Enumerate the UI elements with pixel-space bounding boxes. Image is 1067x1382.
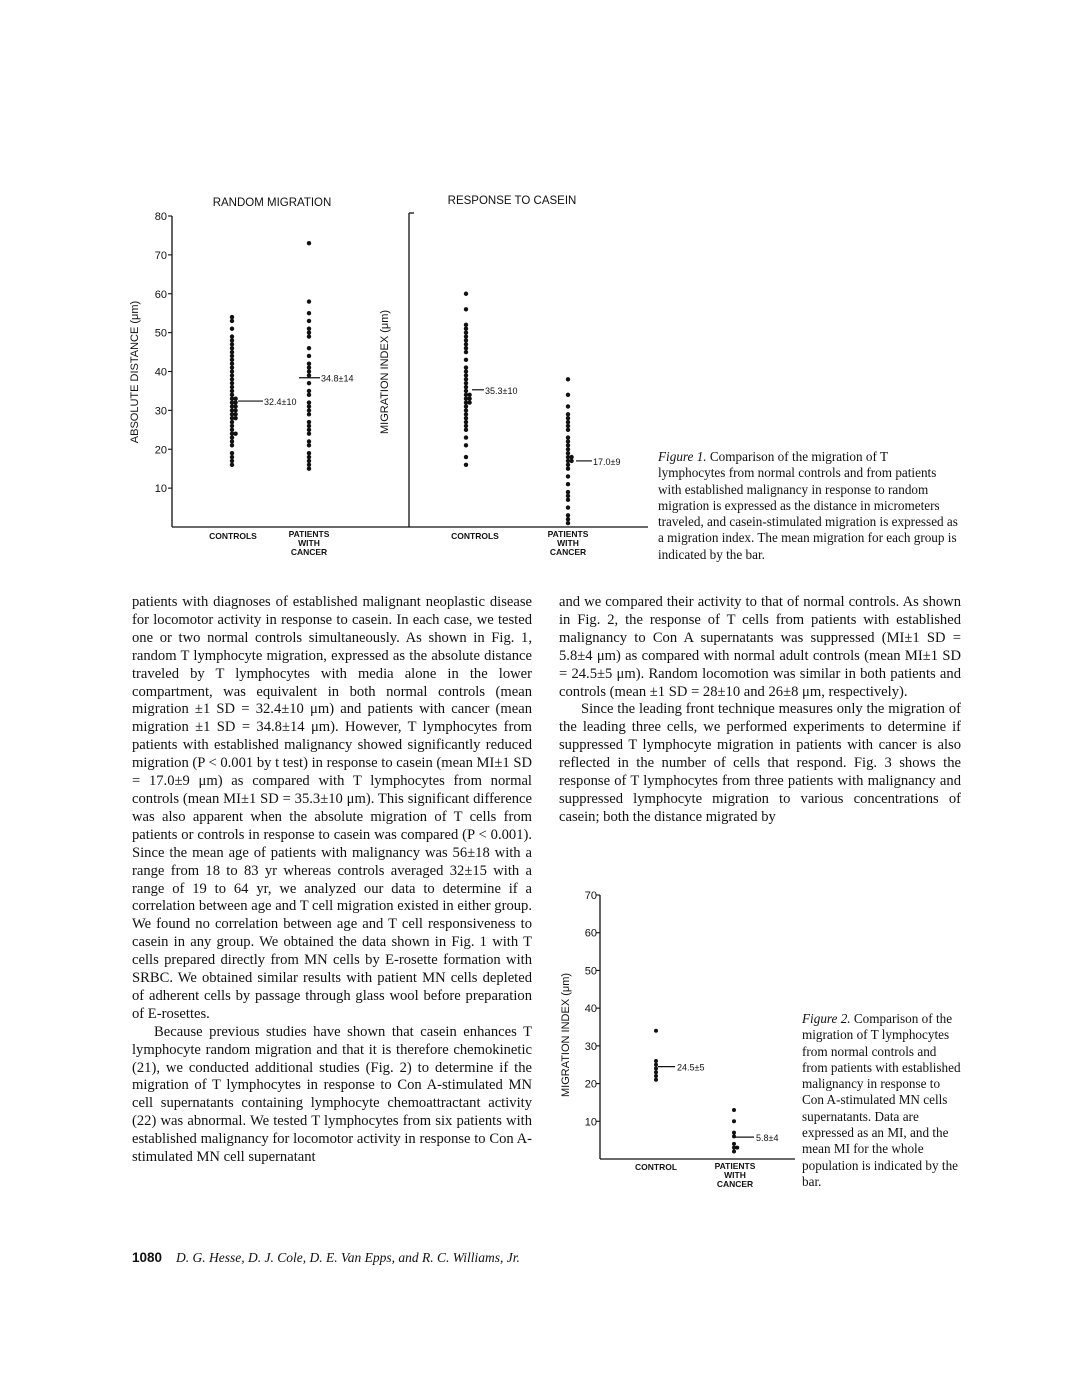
data-point <box>307 432 311 436</box>
y-axis-label-absolute-distance: ABSOLUTE DISTANCE (μm) <box>129 300 141 444</box>
data-point <box>307 389 311 393</box>
figure-2-chart <box>545 880 805 1200</box>
figure-1-caption-text: Comparison of the migration of T lymphocytes from normal controls and from patients with established malignancy in response to random migration is expressed as the distance in micrometers traveled, and casein-stimulated migration is expressed as a migration index. The mean migration for each group is indicated by the bar. <box>658 449 958 562</box>
figure-2-caption-text: Comparison of the migration of T lymphocytes from normal controls and from patients with established malignancy in response to Con A-stimulated MN cells supernatants. Data are expressed as an MI, and the mean MI for the whole population is indicated by the bar. <box>802 1011 961 1189</box>
data-point <box>233 404 237 408</box>
data-point <box>464 338 468 342</box>
data-point <box>233 408 237 412</box>
data-point <box>566 498 570 502</box>
data-point <box>230 354 234 358</box>
category-label: CONTROLS <box>451 531 499 541</box>
data-point <box>566 451 570 455</box>
data-point <box>566 439 570 443</box>
data-point <box>464 327 468 331</box>
data-point <box>307 299 311 303</box>
figure-1-tick-labels <box>155 211 167 495</box>
data-point <box>307 455 311 459</box>
panel-title-random: RANDOM MIGRATION <box>212 197 332 209</box>
category-label: WITH <box>557 538 579 548</box>
figure-1-caption <box>658 449 958 563</box>
y-tick-label: 50 <box>584 965 597 978</box>
category-label: PATIENTS <box>714 1161 756 1171</box>
data-point <box>230 463 234 467</box>
y-tick-label: 30 <box>154 405 167 418</box>
category-label: PATIENTS <box>547 529 589 539</box>
data-point <box>735 1146 739 1150</box>
left-column-text <box>132 594 532 1167</box>
data-point <box>307 327 311 331</box>
data-point <box>307 311 311 315</box>
data-point <box>307 400 311 404</box>
data-point <box>654 1029 658 1033</box>
data-point <box>307 463 311 467</box>
data-point <box>732 1119 736 1123</box>
data-point <box>230 389 234 393</box>
figure-1-categories <box>209 529 589 557</box>
data-point <box>307 241 311 245</box>
data-point <box>233 397 237 401</box>
data-point <box>307 451 311 455</box>
data-point <box>307 373 311 377</box>
data-point <box>732 1131 736 1135</box>
data-point <box>464 346 468 350</box>
data-point <box>464 323 468 327</box>
data-point <box>464 334 468 338</box>
data-point <box>464 416 468 420</box>
data-point <box>233 432 237 436</box>
data-point <box>230 350 234 354</box>
data-point <box>307 334 311 338</box>
data-point <box>566 428 570 432</box>
figure-1-points <box>230 241 574 525</box>
author-line: D. G. Hesse, D. J. Cole, D. E. Van Epps, and R. C. Williams, Jr. <box>176 1250 520 1265</box>
data-point <box>233 416 237 420</box>
data-point <box>566 443 570 447</box>
data-point <box>464 443 468 447</box>
data-point <box>654 1074 658 1078</box>
data-point <box>732 1149 736 1153</box>
mean-label: 24.5±5 <box>677 1062 705 1073</box>
data-point <box>230 334 234 338</box>
data-point <box>464 373 468 377</box>
data-point <box>464 412 468 416</box>
figure-2-caption-label: Figure 2. <box>802 1011 851 1026</box>
data-point <box>732 1134 736 1138</box>
y-axis-label-migration-index: MIGRATION INDEX (μm) <box>379 309 391 435</box>
data-point <box>230 385 234 389</box>
paragraph: Because previous studies have shown that casein enhances T lymphocyte random migration and that it is therefore chemokinetic (21), we conducted additional studies (Fig. 2) to determine if the migration of T lymphocytes in response to Con A-stimulated MN cell supernatants containing lymphocyte chemoattractant activity (22) was abnormal. We tested T lymphocytes from six patients with established malignancy for locomotor activity in response to Con A-stimulated MN cell supernatant <box>132 1023 532 1166</box>
data-point <box>566 416 570 420</box>
category-label: CANCER <box>716 1179 754 1189</box>
mean-label: 17.0±9 <box>593 456 621 467</box>
data-point <box>464 424 468 428</box>
data-point <box>307 428 311 432</box>
page-number: 1080 <box>132 1250 163 1265</box>
data-point <box>233 400 237 404</box>
data-point <box>654 1070 658 1074</box>
data-point <box>307 381 311 385</box>
data-point <box>464 463 468 467</box>
data-point <box>233 412 237 416</box>
data-point <box>464 455 468 459</box>
data-point <box>464 365 468 369</box>
data-point <box>230 327 234 331</box>
data-point <box>230 377 234 381</box>
data-point <box>566 447 570 451</box>
data-point <box>230 369 234 373</box>
data-point <box>464 381 468 385</box>
y-tick-label: 30 <box>584 1040 597 1053</box>
category-label: CANCER <box>290 547 328 557</box>
y-tick-label: 70 <box>584 890 597 902</box>
data-point <box>230 424 234 428</box>
data-point <box>307 424 311 428</box>
y-tick-label: 10 <box>154 483 167 496</box>
data-point <box>230 315 234 319</box>
data-point <box>464 292 468 296</box>
y-tick-label: 80 <box>154 211 167 223</box>
data-point <box>307 346 311 350</box>
data-point <box>230 381 234 385</box>
y-axis-label-migration-index-fig2: MIGRATION INDEX (μm) <box>560 972 572 1098</box>
data-point <box>307 369 311 373</box>
data-point <box>464 307 468 311</box>
data-point <box>230 342 234 346</box>
data-point <box>566 412 570 416</box>
data-point <box>566 377 570 381</box>
data-point <box>566 517 570 521</box>
data-point <box>230 393 234 397</box>
data-point <box>307 354 311 358</box>
mean-label: 34.8±14 <box>321 373 354 384</box>
data-point <box>464 350 468 354</box>
data-point <box>569 455 573 459</box>
category-label: WITH <box>724 1170 746 1180</box>
category-label: CONTROL <box>634 1162 678 1172</box>
data-point <box>230 439 234 443</box>
data-point <box>467 397 471 401</box>
data-point <box>307 365 311 369</box>
data-point <box>230 428 234 432</box>
data-point <box>230 373 234 377</box>
data-point <box>566 420 570 424</box>
data-point <box>464 385 468 389</box>
y-tick-label: 20 <box>154 444 167 457</box>
data-point <box>654 1078 658 1082</box>
right-column-text <box>559 594 961 827</box>
data-point <box>307 404 311 408</box>
data-point <box>230 459 234 463</box>
y-tick-label: 20 <box>584 1078 597 1091</box>
data-point <box>464 404 468 408</box>
figure-1-axes <box>168 213 648 527</box>
data-point <box>307 362 311 366</box>
data-point <box>566 393 570 397</box>
data-point <box>464 377 468 381</box>
data-point <box>464 389 468 393</box>
category-label: CONTROLS <box>209 531 257 541</box>
data-point <box>464 330 468 334</box>
figure-1-caption-label: Figure 1. <box>658 449 707 464</box>
data-point <box>566 463 570 467</box>
data-point <box>566 513 570 517</box>
data-point <box>230 319 234 323</box>
y-tick-label: 40 <box>584 1003 597 1016</box>
data-point <box>467 400 471 404</box>
y-tick-label: 50 <box>154 327 167 340</box>
data-point <box>307 393 311 397</box>
y-tick-label: 70 <box>154 249 167 262</box>
mean-label: 35.3±10 <box>485 385 518 396</box>
data-point <box>732 1142 736 1146</box>
data-point <box>467 393 471 397</box>
data-point <box>464 435 468 439</box>
data-point <box>566 521 570 525</box>
data-point <box>566 482 570 486</box>
category-label: PATIENTS <box>288 529 330 539</box>
y-tick-label: 10 <box>584 1116 597 1129</box>
y-tick-label: 40 <box>154 366 167 379</box>
data-point <box>230 420 234 424</box>
figure-2-categories <box>635 1161 756 1189</box>
figure-2-tick-labels <box>585 890 597 1128</box>
data-point <box>566 466 570 470</box>
data-point <box>654 1059 658 1063</box>
data-point <box>230 365 234 369</box>
page-footer <box>132 1250 520 1266</box>
y-tick-label: 60 <box>584 927 597 940</box>
data-point <box>569 459 573 463</box>
data-point <box>230 443 234 447</box>
data-point <box>307 319 311 323</box>
data-point <box>464 428 468 432</box>
data-point <box>230 455 234 459</box>
figure-2-caption <box>802 1011 964 1190</box>
data-point <box>566 474 570 478</box>
data-point <box>464 408 468 412</box>
data-point <box>307 439 311 443</box>
paragraph: Since the leading front technique measures only the migration of the leading three cells, we performed experiments to determine if suppressed T lymphocyte migration in patients with cancer is also reflected in the number of cells that respond. Fig. 3 shows the response of T lymphocytes from three patients with malignancy and suppressed lymphocyte migration to various concentrations of casein; both the distance migrated by <box>559 701 961 825</box>
data-point <box>230 338 234 342</box>
figure-1-means <box>238 374 620 467</box>
paragraph: patients with diagnoses of established malignant neoplastic disease for locomotor activity in response to casein. In each case, we tested one or two normal controls simultaneously. As shown in Fig. 1, random T lymphocyte migration, expressed as the absolute distance traveled by T lymphocytes with media alone in the lower compartment, was equivalent in both normal controls (mean migration ±1 SD = 32.4±10 μm) and patients with cancer (mean migration ±1 SD = 34.8±14 μm). However, T lymphocytes from patients with established malignancy showed significantly reduced migration (P < 0.001 by t test) in response to casein (mean MI±1 SD = 17.0±9 μm) as compared with T lymphocytes from normal controls (mean MI±1 SD = 35.3±10 μm). This significant difference was also apparent when the absolute migration of T cells from patients or controls in response to casein was compared (P < 0.001). Since the mean age of patients with malignancy was 56±18 with a range from 18 to 83 yr whereas controls averaged 32±15 with a range of 19 to 64 yr, we analyzed our data to determine if a correlation between age and T cell migration existed in either group. We found no correlation between age and T cell responsiveness to casein in any group. We obtained the data shown in Fig. 1 with T cells prepared directly from MN cells by E-rosette formation with SRBC. We obtained similar results with patient MN cells depleted of adherent cells by passage through glass wool before preparation of E-rosettes. <box>132 594 532 1022</box>
panel-title-casein: RESPONSE TO CASEIN <box>447 195 577 207</box>
data-point <box>307 466 311 470</box>
data-point <box>464 342 468 346</box>
data-point <box>566 404 570 408</box>
data-point <box>654 1063 658 1067</box>
data-point <box>230 451 234 455</box>
data-point <box>307 443 311 447</box>
paragraph: and we compared their activity to that of normal controls. As shown in Fig. 2, the response of T cells from patients with established malignancy to Con A supernatants was suppressed (MI±1 SD = 5.8±4 μm) as compared with normal adult controls (mean MI±1 SD = 24.5±5 μm). Random locomotion was similar in both patients and controls (mean ±1 SD = 28±10 and 26±8 μm, respectively). <box>559 594 961 700</box>
data-point <box>464 420 468 424</box>
data-point <box>230 435 234 439</box>
figure-2-axes <box>596 895 795 1159</box>
data-point <box>732 1108 736 1112</box>
category-label: WITH <box>298 538 320 548</box>
y-tick-label: 60 <box>154 288 167 301</box>
data-point <box>566 490 570 494</box>
figure-2-points <box>654 1029 739 1154</box>
figure-2-means <box>658 1063 778 1144</box>
data-point <box>566 494 570 498</box>
mean-label: 32.4±10 <box>264 397 297 408</box>
data-point <box>230 358 234 362</box>
data-point <box>307 408 311 412</box>
data-point <box>654 1066 658 1070</box>
data-point <box>464 358 468 362</box>
data-point <box>307 420 311 424</box>
data-point <box>566 505 570 509</box>
data-point <box>566 435 570 439</box>
category-label: CANCER <box>549 547 587 557</box>
data-point <box>307 459 311 463</box>
mean-label: 5.8±4 <box>756 1133 779 1144</box>
data-point <box>307 330 311 334</box>
data-point <box>566 424 570 428</box>
data-point <box>464 369 468 373</box>
figure-1-chart <box>120 185 650 570</box>
data-point <box>307 412 311 416</box>
data-point <box>230 362 234 366</box>
data-point <box>230 346 234 350</box>
